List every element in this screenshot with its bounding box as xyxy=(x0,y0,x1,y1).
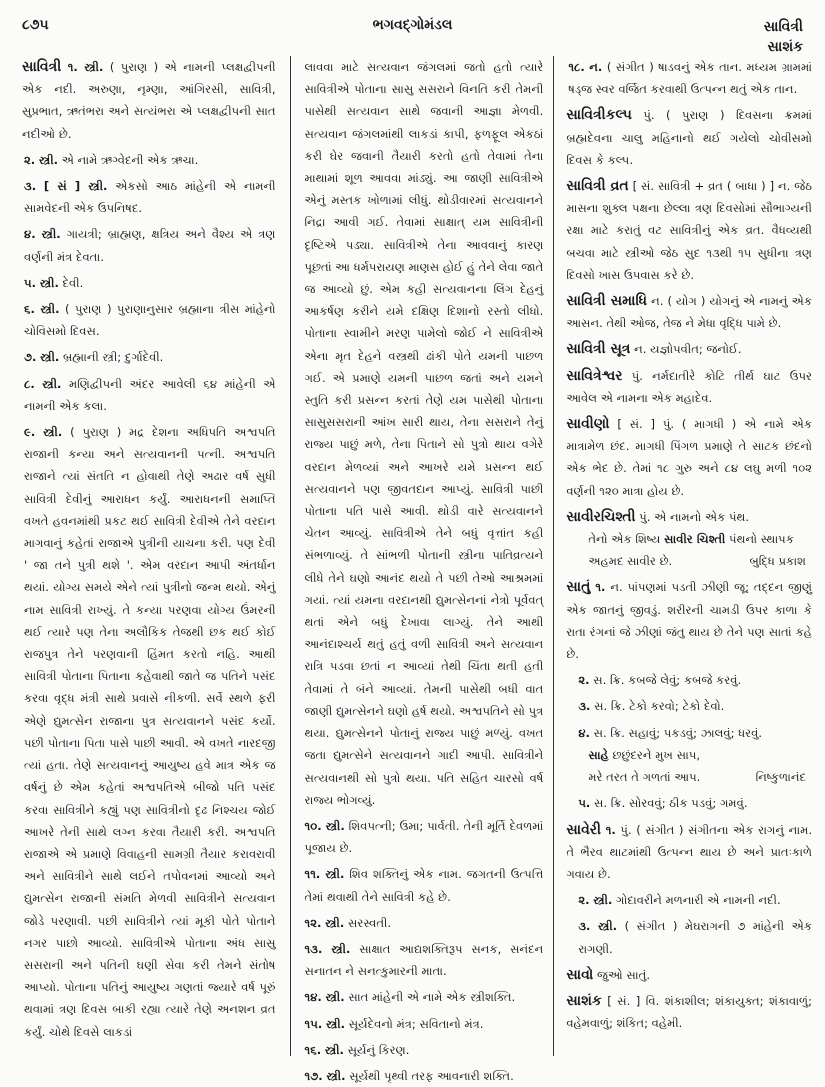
definition: એ નામનો એક પંથ. xyxy=(654,509,750,524)
sense-number: ૧૦. xyxy=(304,818,322,833)
sense xyxy=(303,815,544,859)
grammar-label: સ્ત્રી. xyxy=(593,893,613,908)
definition: એકસો આઠ માંહેની એ નામની સામવેદની એક ઉપનિષદ. xyxy=(24,179,276,216)
page-header xyxy=(0,0,825,55)
headword: સાવેરી xyxy=(566,821,602,838)
grammar-label: સ્ત્રી. xyxy=(326,1068,346,1083)
grammar-label: [ સં. સાવિત્રી + વ્રત ( બાધા ) ] ન. xyxy=(632,179,791,194)
headword: સાવિત્રેશ્વર xyxy=(566,367,623,384)
headword: સાવીરચિશ્તી xyxy=(566,508,636,525)
sense-number: ૧૨. xyxy=(304,915,322,930)
entry-savirchishti xyxy=(566,506,812,528)
definition: નર્મદાતીરે કોટિ તીર્થ ઘાટ ઉપર આવેલ એ નામના એક મહાદેવ. xyxy=(566,368,813,405)
grammar-label: પું. xyxy=(639,509,651,524)
sense-number: ૧૪. xyxy=(304,990,322,1005)
grammar-label: પું. xyxy=(631,368,643,383)
definition: ટેકો કરવો; ટેકો દેવો. xyxy=(629,699,725,714)
quote-text: તેનો એક શિષ્ય xyxy=(588,532,665,547)
entry-savo xyxy=(566,964,812,986)
quote-text: મરે તરત તે ગળતાં આપ. xyxy=(588,770,701,785)
sense-number: ૧૧. xyxy=(304,867,321,882)
sense xyxy=(566,669,812,691)
grammar-label: ન. xyxy=(651,294,664,309)
definition: શંકાશીલ; શંકાયુક્ત; શંકાવાળું; વહેમવાળું; શંકિત; વહેમી. xyxy=(566,993,812,1031)
guide-word-last: સાશંક xyxy=(767,39,803,55)
sense-number: ૧૫. xyxy=(304,1016,323,1031)
headword: સાવિત્રી xyxy=(22,59,62,75)
grammar-label: સ. ક્રિ. xyxy=(594,796,626,811)
definition: સાક્ષાત આદ્યશક્તિરૂપ સનક, સનંદન સનાતન ને સનત્કુમારની માતા. xyxy=(304,941,544,979)
definition: દેવી. xyxy=(62,275,84,290)
citation-quote xyxy=(566,744,812,788)
definition: શિવપત્ની; ઉમા; પાર્વતી. તેની મૂર્તિ દેવળમાં પૂજાય છે. xyxy=(304,818,544,856)
sense-number: ૬. xyxy=(24,302,35,317)
definition: ( પુરાણ ) મદ્ર દેશના અધિપતિ અશ્વપતિ રાજાની કન્યા અને સત્યવાનની પત્ની. અશ્વપતિ રાજાને ત્યાં સંતતિ ન હોવાથી તેણે અઢાર વર્ષ સુધી સાવિત્રી દેવીનું આરાધન કર્યું. આરાધનની સમાપ્તિ વખતે હવનમાંથી પ્રકટ થઈ સાવિત્રી દેવીએ તેને વરદાન માગવાનું કહેતાં રાજાએ પુત્રીની યાચના કરી. પણ દેવી ' જા તને પુત્રી થશે '. એમ વરદાન આપી અંતર્ધાન થયાં. યોગ્ય સમયે એને ત્યાં પુત્રીનો જન્મ થયો. એનું નામ સાવિત્રી રાખ્યું. તે કન્યા પરણવા યોગ્ય ઉંમરની થઈ ત્યારે પણ તેના અલૌકિક તેજથી છક થઈ કોઈ રાજપુત્ર તેને પરણવાની હિંમત કરતો નહિ. આથી સાવિત્રી પોતાના પિતાના કહેવાથી જાતે જ પતિને પસંદ કરવા વૃદ્ધ મંત્રી સાથે પ્રવાસે નીકળી. સર્વે સ્થળે ફરી એણે દ્યુમત્સેન રાજાના પુત્ર સત્યવાનને પસંદ કર્યો. પછી પોતાના પિતા પાસે પાછી આવી. એ વખતે નારદજી ત્યાં હતા. તેણે સત્યવાનનું આયુષ્ય હવે માત્ર એક જ વર્ષનું છે એમ કહેતાં અશ્વપતિએ બીજો પતિ પસંદ કરવા સાવિત્રીને કહ્યું પણ સાવિત્રીનો દૃઢ નિશ્ચય જોઈ આખરે તેની સાથે લગ્ન કરવા તૈયારી કરી. અશ્વપતિ રાજાએ એ પ્રમાણે વિવાહની સામગ્રી તૈયાર કરાવરાવી અને સાવિત્રીને સાથે લઈને તપોવનમાં આવ્યો અને દ્યુમત્સેન રાજાની સંમતિ મેળવી સાવિત્રીને સત્યવાન જોડે પરણાવી. પછી સાવિત્રીને ત્યાં મૂકી પોતે પોતાને નગર પાછો આવ્યો. સાવિત્રીએ પોતાના અંધ સાસુ સસરાની અને પતિની ઘણી સેવા કરી તેમને સંતોષ આપ્યો. પોતાના પતિનું આયુષ્ય ગણતાં જ્યારે વર્ષ પૂરું થવામાં ત્રણ દિવસ બાકી રહ્યા ત્યારે તેણે અનશન વ્રત કર્યું. ચોથે દિવસે લાકડાં xyxy=(24,425,276,1039)
definition: એ નામે ઋગ્વેદની એક ઋચા. xyxy=(61,152,199,167)
grammar-label: પું. xyxy=(643,108,655,123)
sense-number: ૯. xyxy=(24,425,36,440)
definition: ( સંગીત ) ષાડવનું એક તાન. મધ્યમ ગ્રામમાં ષડ્જ સ્વર વર્જિત કરવાથી ઉત્પન્ન થતું એક તાન. xyxy=(568,60,812,97)
definition: સાત માંહેની એ નામે એક સ્ત્રીશક્તિ. xyxy=(348,990,516,1005)
sense xyxy=(22,223,276,267)
citation-source: બુદ્ધિ પ્રકાશ xyxy=(749,554,806,569)
quote-bold: સાહે xyxy=(588,747,609,762)
entry-savitrikalp xyxy=(566,104,812,171)
grammar-label: સ. ક્રિ. xyxy=(593,673,625,688)
sense xyxy=(566,722,812,744)
entry-savitri-vrat xyxy=(566,175,812,286)
sense-number: ૧૮. xyxy=(568,60,585,74)
grammar-label: સ્ત્રી. xyxy=(39,275,59,290)
definition: સૂર્યથી પૃથ્વી તરફ આવનારી શક્તિ. xyxy=(349,1068,514,1083)
headword: સાવીણો xyxy=(566,416,610,433)
sense-number: ૩. xyxy=(578,919,591,934)
sense xyxy=(303,1065,544,1087)
grammar-label: સ્ત્રી. xyxy=(40,302,60,317)
dictionary-columns xyxy=(22,56,813,1083)
entry-satun xyxy=(566,576,812,665)
sense xyxy=(22,373,276,417)
quote-bold: સાવીર ચિશ્તી xyxy=(664,532,726,547)
citation-quote xyxy=(566,528,812,572)
grammar-label: સ્ત્રી. xyxy=(325,867,345,882)
grammar-label: સ્ત્રી. xyxy=(84,60,104,74)
grammar-label: ન. xyxy=(589,60,603,74)
sense-number: ૧૭. xyxy=(304,1068,323,1083)
definition: ગાયત્રી; બ્રાહ્મણ, ક્ષત્રિય અને વૈશ્ય એ ત્રણ વર્ણની મંત્ર દેવતા. xyxy=(24,227,276,264)
quote-text: પંથનો સ્થાપક xyxy=(725,532,794,547)
grammar-label: સ. ક્રિ. xyxy=(593,725,625,740)
grammar-label: પું. xyxy=(620,822,632,837)
sense xyxy=(303,938,544,982)
citation-source: નિષ્કુળાનંદ xyxy=(755,770,806,785)
entry-savino xyxy=(566,413,812,502)
grammar-label: સ્ત્રી. xyxy=(325,818,345,833)
grammar-label: સ્ત્રી. xyxy=(597,919,618,934)
sense-number: ૫. xyxy=(24,275,37,290)
entry-savitri xyxy=(22,56,276,145)
sense-number: ૭. xyxy=(24,350,37,365)
entry-saveri xyxy=(566,819,812,886)
grammar-label: [ સં. ] પું. xyxy=(617,417,675,432)
grammar-label: ન. xyxy=(610,580,623,595)
definition: ( પુરાણ ) એ નામની પ્લક્ષદ્વીપની એક નદી. અરુણા, નૃમ્ણા, આંગિરસી, સાવિત્રી, સુપ્રભાત, ઋતંભરા અને સત્યંભરા એ પ્લક્ષદ્વીપની સાત નદીઓ છે. xyxy=(22,60,276,141)
headword: સાવો xyxy=(566,966,594,983)
definition: સહાવું; પકડવું; ઝાલવું; ધરવું. xyxy=(628,725,763,740)
sense xyxy=(303,1013,544,1035)
grammar-label: સ્ત્રી. xyxy=(325,915,345,930)
grammar-label: સ્ત્રી. xyxy=(40,350,60,365)
sense-number: ૪. xyxy=(578,725,590,740)
column-2 xyxy=(291,56,555,1083)
definition: બ્રહ્માની સ્ત્રી; દુર્ગાદેવી. xyxy=(62,350,164,365)
definition: પાંપણમાં પડતી ઝીણી જૂ; તદ્દન જીણું એક જાતનું જીવડું. શરીરની ચામડી ઉપર કાળા કે રાતા રંગનાં જે ઝીણાં જંતુ થાય છે તેને પણ સાતાં કહે છે. xyxy=(566,580,813,662)
sense-number: ૮. xyxy=(24,376,35,391)
grammar-label: સ્ત્રી. xyxy=(41,227,61,242)
grammar-label: ન. xyxy=(634,342,647,357)
column-3 xyxy=(554,56,812,1056)
sense xyxy=(566,695,812,717)
sense xyxy=(22,421,276,1043)
quote-text: છછુંદરને મુખ સાપ, xyxy=(608,747,701,762)
sense xyxy=(22,298,276,342)
grammar-label: સ્ત્રી. xyxy=(43,425,63,440)
sense-number: ૧૩. xyxy=(304,941,323,956)
entry-savitri-sutra xyxy=(566,338,812,360)
headword: સાવિત્રી વ્રત xyxy=(566,178,629,195)
definition: ( માગધી ) એ નામે એક માત્રામેળ છંદ. માગધી પિંગળ પ્રમાણે તે સાટક છંદનો એક ભેદ છે. તેમાં ૧૮ ગુરુ અને ૮૪ લઘુ મળી ૧૦૨ વર્ણની ૧૨૦ માત્રા હોય છે. xyxy=(566,417,813,498)
sense-number: ૨. xyxy=(578,893,590,908)
definition: ( સંગીત ) મેઘરાગની ૭ માંહેની એક રાગણી. xyxy=(578,919,813,956)
definition: સૂર્યનું કિરણ. xyxy=(347,1042,410,1057)
sense xyxy=(566,915,812,959)
cross-reference: જુઓ સાતું. xyxy=(597,967,651,982)
definition: ( યોગ ) યોગનું એ નામનું એક આસન. તેથી ઓજ, તેજ ને મેધા વૃદ્ધિ પામે છે. xyxy=(566,294,813,331)
definition: સરસ્વતી. xyxy=(347,915,392,930)
sense-number: ૪. xyxy=(24,227,36,242)
sense-number: ૧. xyxy=(67,60,78,74)
sense xyxy=(303,863,544,907)
headword: સાવિત્રી સમાધિ xyxy=(566,293,648,310)
entry-sashank xyxy=(566,990,812,1034)
sense xyxy=(303,912,544,934)
grammar-label: સ્ત્રી. xyxy=(324,1042,344,1057)
headword: સાશંક xyxy=(566,992,602,1009)
sense-number: ૨. xyxy=(24,152,36,167)
running-title: ભગવદ્ગોમંડલ xyxy=(372,17,453,33)
sense-number: ૩. xyxy=(24,179,37,194)
sense-number: ૨. xyxy=(578,673,590,688)
sense xyxy=(22,346,276,368)
definition: સોરવવું; ઠીક પડવું; ગમવું. xyxy=(628,796,748,811)
definition: મણિદ્વીપની અંદર આવેલી ૬૪ માંહેની એ નામની એક કલા. xyxy=(24,376,276,413)
column-1 xyxy=(22,56,291,1056)
sense xyxy=(22,175,276,219)
sense xyxy=(566,792,812,814)
sense-number: ૧. xyxy=(605,822,616,837)
definition-continuation: લાવવા માટે સત્યવાન જંગલમાં જતો હતો ત્યારે સાવિત્રીએ પોતાના સાસુ સસરાને વિનતિ કરી તેમની પાસેથી સત્યવાન સાથે જવાની આજ્ઞા મેળવી. સત્યવાન જંગલમાંથી લાકડાં કાપી, ફળફૂલ એકઠાં કરી ઘેર જવાની તૈયારી કરતો હતો તેવામાં તેના માથામાં શૂળ આવવા માંડ્યું. આ જાણી સાવિત્રીએ એનું મસ્તક ખોળામાં લીધું. થોડીવારમાં સત્યવાનને નિદ્રા આવી ગઈ. તેવામાં સાક્ષાત્ યમ સાવિત્રીની દૃષ્ટિએ પડ્યા. સાવિત્રીએ તેના આવવાનું કારણ પૂછતાં આ ધર્મપરાયણ માણસ હોઈ હું તેને લેવા જાતે જ આવ્યો છું. એમ કહી સત્યવાનના લિંગ દેહનું આકર્ષણ કરીને યમે દક્ષિણ દિશાનો રસ્તો લીધો. પોતાના સ્વામીને મરણ પામેલો જોઈ ને સાવિત્રીએ એના મૃત દેહને વસ્ત્રથી ઢાંકી પોતે યમની પાછળ ગઈ. એ પ્રમાણે યમની પાછળ જતાં અને યમને સ્તુતિ કરી પ્રસન્ન કરતાં તેણે યમ પાસેથી પોતાના સાસુસસરાની આંખ સારી થાય, તેના સસરાને તેનું રાજ્ય પાછું મળે, તેના પિતાને સો પુત્રો થાય વગેરે વરદાન મેળવ્યાં અને આખરે યમે પ્રસન્ન થઈ સત્યવાનને પણ જીવતદાન આપ્યું. સાવિત્રી પાછી પોતાના પતિ પાસે આવી. થોડી વારે સત્યવાનને ચેતન આવ્યું. સાવિત્રીએ તેને બધું વૃત્તાંત કહી સંભળાવ્યું. તે સાંભળી પોતાની સ્ત્રીના પાતિવ્રત્યને લીધે તેને ઘણો આનંદ થયો તે પછી તેઓ આશ્રમમાં ગયાં. ત્યાં યમના વરદાનથી દ્યુમત્સેનનાં નેત્રો પૂર્વવત્ થતાં એને બધું દેખાવા લાગ્યું. તેને આથી આનંદાશ્ચર્ય થતું હતું વળી સાવિત્રી અને સત્યવાન રાત્રિ પડવા છતાં ન આવ્યાં તેથી ચિંતા થતી હતી તેવામાં તે બંને આવ્યાં. તેમની પાસેથી બધી વાત જાણી દ્યુમત્સેનને ઘણો હર્ષ થયો. અશ્વપતિને સો પુત્ર થયા. દ્યુમત્સેનને પોતાનું રાજ્ય પાછું મળ્યું. વખત જતા દ્યુમત્સેને સત્યવાનને ગાદી આપી. સાવિત્રીને સત્યવાનથી સો પુત્રો થયા. પતિ સહિત ચારસો વર્ષ રાજ્ય ભોગવ્યું. xyxy=(304,60,544,807)
entry-savitri-samadhi xyxy=(566,290,812,334)
definition: યજ્ઞોપવીત; જનોઈ. xyxy=(650,342,742,357)
sense-number: ૩. xyxy=(578,699,591,714)
sense-number: ૫. xyxy=(578,796,591,811)
definition: કબજે લેવું; કબજે કરવું. xyxy=(628,673,742,688)
grammar-label: સ્ત્રી. xyxy=(325,1016,346,1031)
guide-word-first: સાવિત્રી xyxy=(763,19,803,35)
headword: સાતું xyxy=(566,579,591,596)
definition: ( પુરાણ ) પુરાણાનુસાર બ્રહ્માના ત્રીસ માંહેનો ચોવિસમો દિવસ. xyxy=(24,302,276,339)
sense-number: ૧. xyxy=(595,580,606,595)
grammar-label: સ્ત્રી. xyxy=(325,990,345,1005)
entry-savitreshwar xyxy=(566,365,812,409)
sense xyxy=(566,889,812,911)
grammar-label: સ્ત્રી. xyxy=(42,376,62,391)
grammar-label: સ. ક્રિ. xyxy=(594,699,626,714)
definition: ગોદાવરીને મળનારી એ નામની નદી. xyxy=(616,893,781,908)
quote-text: અહમદ સાવીર છે. xyxy=(588,554,673,569)
guide-words xyxy=(764,17,803,57)
sense xyxy=(566,56,812,100)
page-number: ૮૭૫ xyxy=(22,17,49,33)
definition: જેઠ માસના શુક્લ પક્ષના છેલ્લા ત્રણ દિવસોમાં સૌભાગ્યની રક્ષા માટે કરાતું વટ સાવિત્રીનું એક વ્રત. વૈધવ્યથી બચવા માટે સ્ત્રીઓ જેઠ સુદ ૧૩થી ૧૫ સુધીના ત્રણ દિવસો ખાસ ઉપવાસ કરે છે. xyxy=(566,179,813,282)
definition: ( પુરાણ ) દિવસના ક્રમમાં બ્રહ્મદેવના ચાલુ મહિનાનો થઈ ગયેલો ચોવીસમો દિવસ કે કલ્પ. xyxy=(566,108,813,167)
grammar-label: સ્ત્રી. xyxy=(38,152,59,167)
sense xyxy=(303,986,544,1008)
definition: ( સંગીત ) સંગીતના એક રાગનું નામ. તે ભૈરવ થાટમાંથી ઉત્પન્ન થાય છે અને પ્રાતઃકાળે ગવાય છે. xyxy=(566,822,813,881)
headword: સાવિત્રીકલ્પ xyxy=(566,107,632,124)
sense-number: ૧૬. xyxy=(304,1042,322,1057)
definition: શિવ શક્તિનું એક નામ. જગતની ઉત્પત્તિ તેમાં થવાથી તેને સાવિત્રી કહે છે. xyxy=(304,867,544,904)
grammar-label: સ્ત્રી. xyxy=(331,941,351,956)
grammar-label: [ સં. ] વિ. xyxy=(607,993,660,1008)
definition: સૂર્યદેવનો મંત્ર; સવિતાનો મંત્ર. xyxy=(348,1016,484,1031)
headword: સાવિત્રી સૂત્ર xyxy=(566,341,631,358)
grammar-label: [ સં ] સ્ત્રી. xyxy=(43,179,108,194)
sense xyxy=(22,149,276,171)
sense xyxy=(303,1039,544,1061)
sense xyxy=(22,272,276,294)
